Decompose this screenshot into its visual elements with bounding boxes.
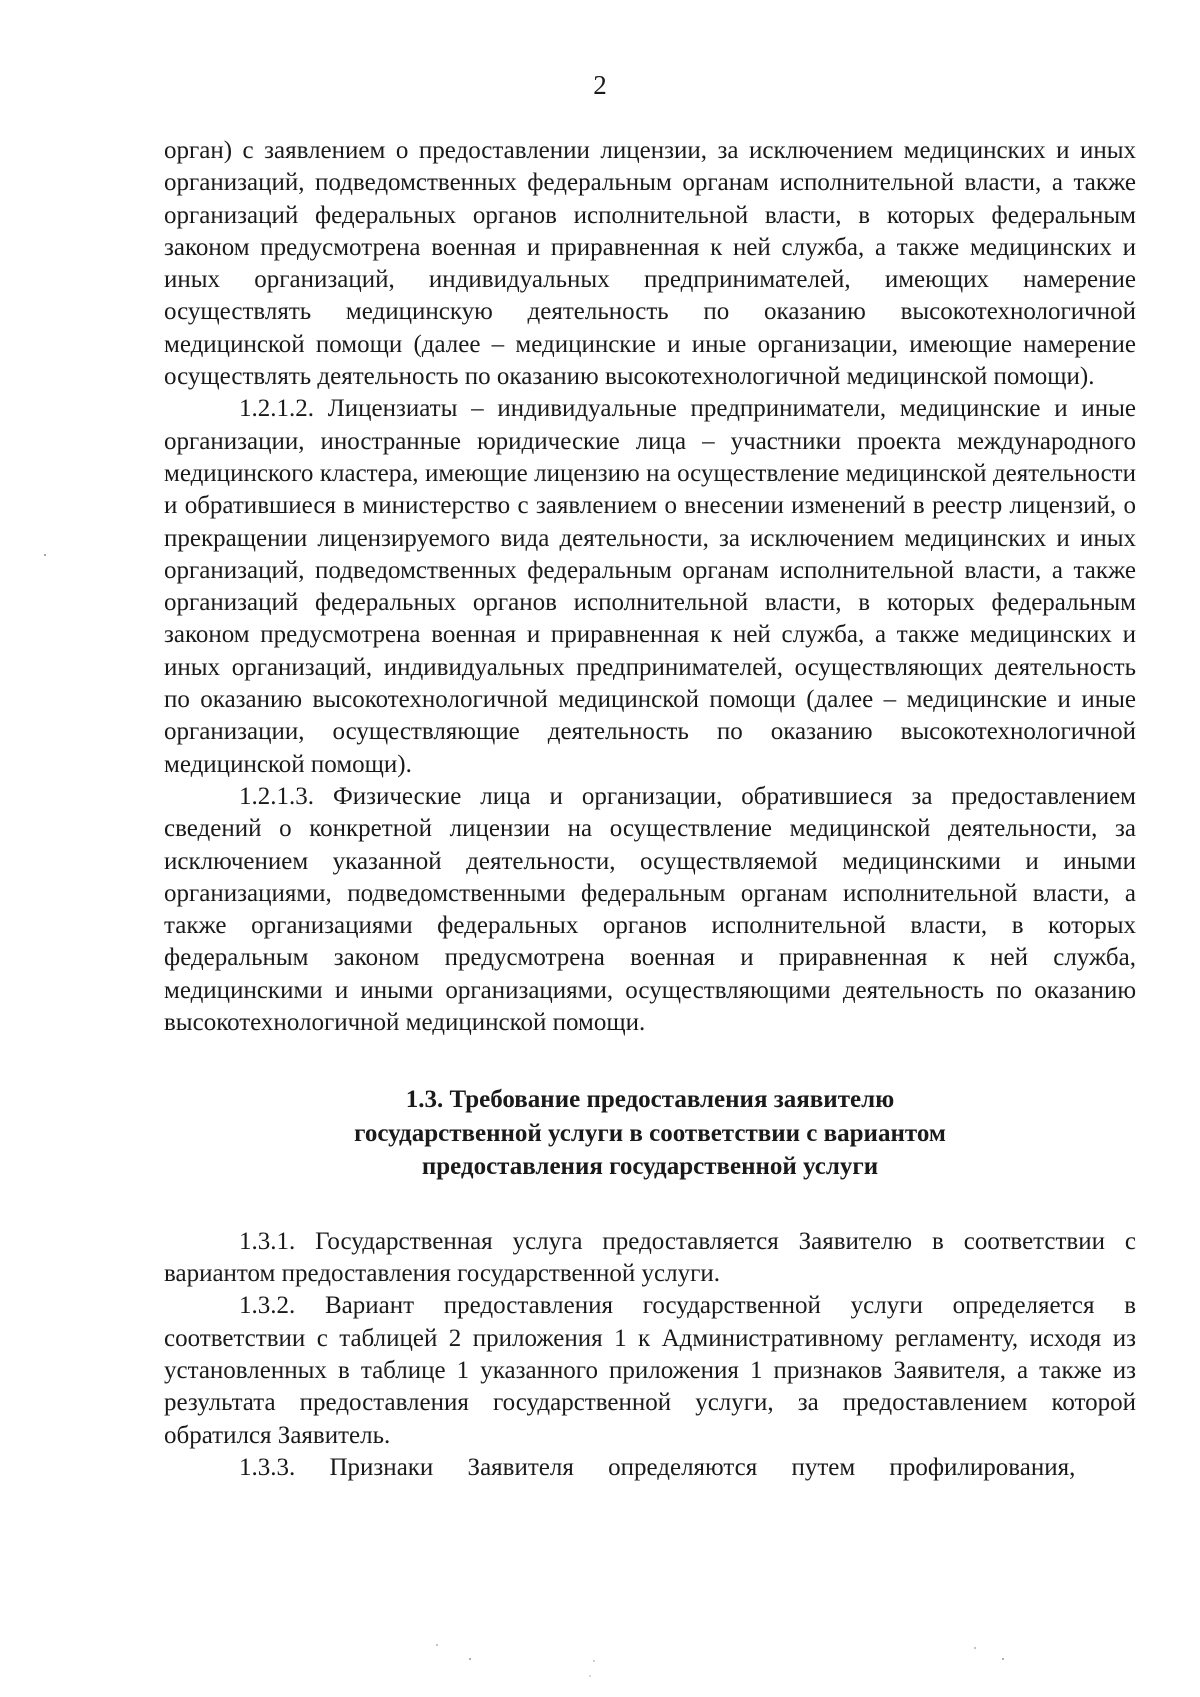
paragraph-applicants-continued: орган) с заявлением о предоставлении лицензии, за исключением медицинских и иных организаций, подведомственных федеральным органам исполнительной власти, а также организаций федеральных органов исполнительной власти, в которых федеральным законом предусмотрена военная и приравненная к ней служба, а также медицинских и иных организаций, индивидуальных предпринимателей, имеющих намерение осуществлять медицинскую деятельность по оказанию высокотехнологичной медицинской помощи (далее – медицинские и иные организации, имеющие намерение осуществлять деятельность по оказанию высокотехнологичной медицинской помощи). <box>164 137 1136 391</box>
section-heading-1-3 <box>164 1083 1136 1184</box>
paragraph-1-2-1-3: 1.2.1.3. Физические лица и организации, обратившиеся за предоставлением сведений о конкретной лицензии на осуществление медицинской деятельности, за исключением указанной деятельности, осуществляемой медицинскими и иными организациями, подведомственными федеральным органам исполнительной власти, а также организациями федеральных органов исполнительной власти, в которых федеральным законом предусмотрена военная и приравненная к ней служба, медицинскими и иными организациями, осуществляющими деятельность по оказанию высокотехнологичной медицинской помощи. <box>164 782 1136 1037</box>
section-heading-line-1: 1.3. Требование предоставления заявителю <box>405 1086 895 1114</box>
section-heading-line-3: предоставления государственной услуги <box>421 1153 879 1181</box>
section-heading-line-2: государственной услуги в соответствии с вариантом <box>354 1119 946 1147</box>
paragraph-1-2-1-2: 1.2.1.2. Лицензиаты – индивидуальные предприниматели, медицинские и иные организации, иностранные юридические лица – участники проекта международного медицинского кластера, имеющие лицензию на осуществление медицинской деятельности и обратившиеся в министерство с заявлением о внесении изменений в реестр лицензий, о прекращении лицензируемого вида деятельности, за исключением медицинских и иных организаций, подведомственных федеральным органам исполнительной власти, а также организаций федеральных органов исполнительной власти, в которых федеральным законом предусмотрена военная и приравненная к ней служба, а также медицинских и иных организаций, индивидуальных предпринимателей, осуществляющих деятельность по оказанию высокотехнологичной медицинской помощи (далее – медицинские и иные организации, осуществляющие деятельность по оказанию высокотехнологичной медицинской помощи). <box>164 395 1136 778</box>
paragraph-1-3-3: 1.3.3. Признаки Заявителя определяются путем профилирования, <box>239 1453 1076 1481</box>
paragraph-1-3-2: 1.3.2. Вариант предоставления государственной услуги определяется в соответствии с таблицей 2 приложения 1 к Административному регламенту, исходя из установленных в таблице 1 указанного приложения 1 признаков Заявителя, а также из результата предоставления государственной услуги, за предоставлением которой обратился Заявитель. <box>164 1292 1136 1449</box>
document-body <box>164 135 1136 1484</box>
page-number: 2 <box>593 70 607 100</box>
paragraph-1-3-1: 1.3.1. Государственная услуга предоставляется Заявителю в соответствии с вариантом предоставления государственной услуги. <box>164 1227 1136 1288</box>
